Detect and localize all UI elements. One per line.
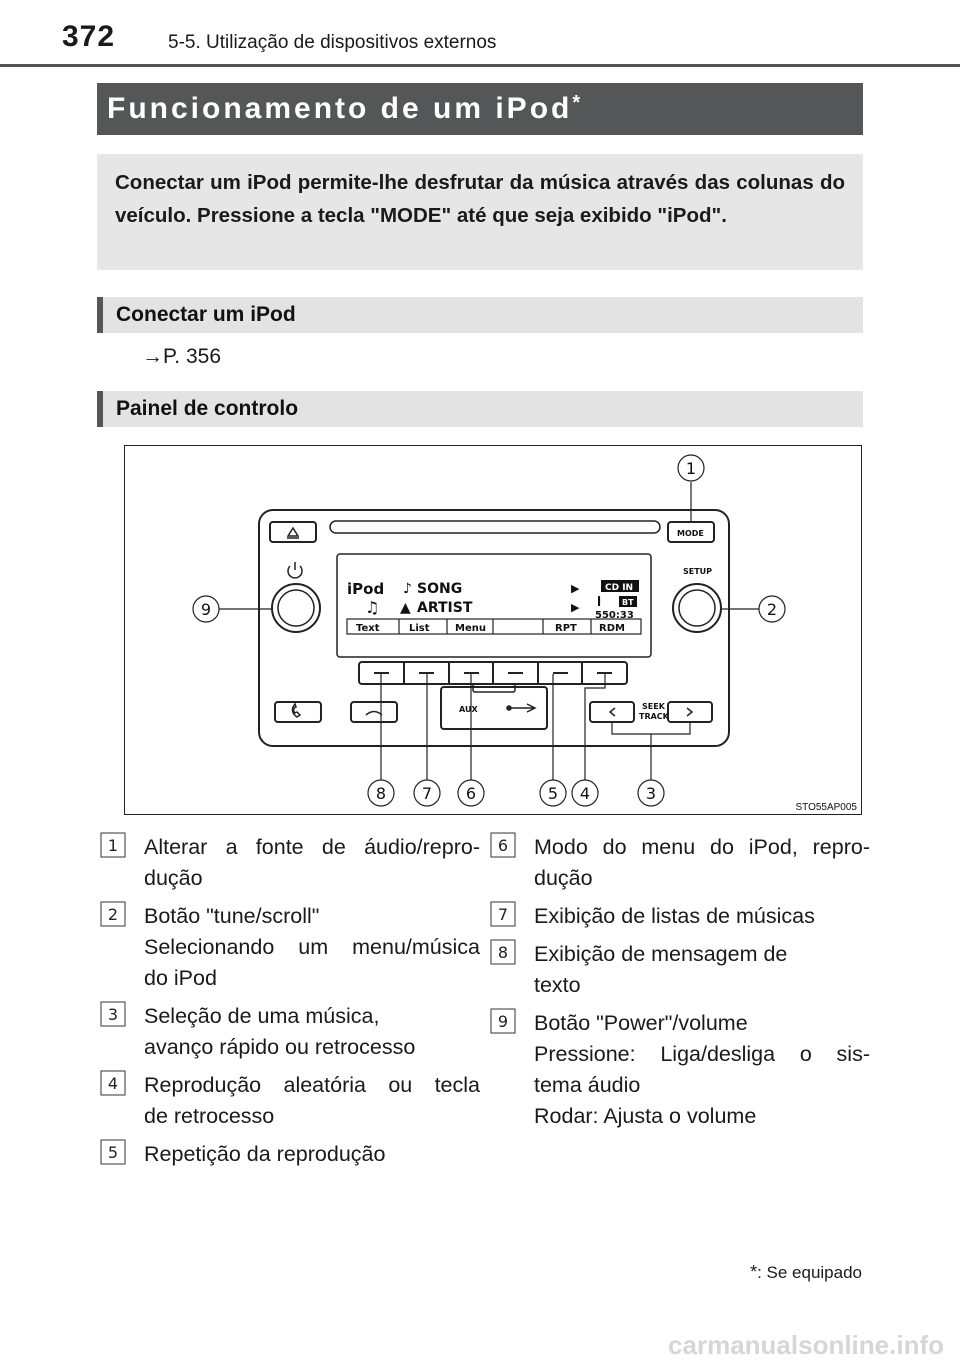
section-heading-connect-text: Conectar um iPod	[116, 303, 296, 326]
item-number-badge	[490, 1008, 516, 1034]
item-number: 2	[107, 905, 119, 924]
item-number-badge	[100, 1001, 126, 1027]
item-text-line: Repetição da reprodução	[144, 1142, 386, 1166]
list-item	[100, 901, 480, 994]
list-item	[490, 832, 870, 894]
list-item	[100, 1070, 480, 1132]
item-text-line: avanço rápido ou retrocesso	[144, 1035, 416, 1059]
display-bt: BT	[622, 598, 634, 607]
item-text-line: de retrocesso	[144, 1104, 275, 1128]
chevron-left-icon	[610, 708, 615, 716]
music-note-icon: ♫	[365, 598, 380, 617]
item-number-badge	[100, 901, 126, 927]
item-number: 3	[107, 1005, 119, 1024]
phone-pickup-icon	[293, 704, 301, 717]
display-song: SONG	[417, 581, 463, 597]
item-text-line: Seleção de uma música,	[144, 1004, 380, 1028]
display-tab-text: Text	[356, 623, 380, 634]
item-number: 7	[497, 905, 509, 924]
callout-8-label: 8	[375, 784, 387, 803]
item-number: 4	[107, 1074, 119, 1093]
title-banner	[97, 83, 863, 135]
item-text-line: Exibição de listas de músicas	[534, 904, 815, 928]
callout-1-label: 1	[685, 459, 697, 478]
callout-4-label: 4	[579, 784, 591, 803]
page-title	[107, 92, 580, 126]
item-number: 5	[107, 1143, 119, 1162]
item-text-line: Botão "Power"/volume	[534, 1011, 748, 1035]
item-text-line: dução	[144, 866, 203, 890]
item-number-badge	[100, 1139, 126, 1165]
section-heading-panel	[97, 391, 863, 427]
cd-slot	[330, 521, 660, 533]
tune-scroll-knob[interactable]	[673, 584, 721, 632]
control-panel-illustration	[125, 446, 863, 816]
svg-text:▶: ▶	[571, 601, 580, 614]
list-item	[100, 1001, 480, 1063]
item-number: 6	[497, 836, 509, 855]
section-heading-connect	[97, 297, 863, 333]
callout-5-label: 5	[547, 784, 559, 803]
display-artist: ARTIST	[417, 600, 473, 616]
list-item	[100, 1139, 480, 1170]
item-text-line: Rodar: Ajusta o volume	[534, 1104, 757, 1128]
svg-text:♪: ♪	[403, 581, 412, 597]
list-item	[490, 1008, 870, 1132]
footnote	[750, 1262, 862, 1283]
display-clock: 550:33	[595, 610, 634, 621]
seek-forward-button[interactable]	[668, 702, 712, 722]
section-heading-panel-text: Painel de controlo	[116, 397, 299, 420]
running-header: 5-5. Utilização de dispositivos externos	[168, 32, 497, 53]
aux-label: AUX	[459, 705, 478, 714]
item-text-line: Alterar a fonte de áudio/repro-	[144, 835, 480, 859]
signal-icon: ꟾ	[597, 596, 602, 609]
seek-label: SEEK	[642, 702, 665, 711]
display-cd-in: CD IN	[605, 583, 634, 593]
power-volume-knob[interactable]	[272, 584, 320, 632]
item-number: 1	[107, 836, 119, 855]
header-rule	[0, 64, 960, 67]
display-tab-menu: Menu	[455, 623, 486, 634]
track-label: TRACK	[639, 712, 669, 721]
item-text-line: dução	[534, 866, 593, 890]
page-reference-link[interactable]: →P. 356	[142, 345, 222, 368]
list-item	[100, 832, 480, 894]
item-number-badge	[490, 832, 516, 858]
intro-box	[97, 154, 863, 270]
list-item	[490, 939, 870, 1001]
callout-6-label: 6	[465, 784, 477, 803]
eject-button[interactable]	[270, 522, 316, 542]
setup-label: SETUP	[683, 567, 713, 576]
display-tab-rdm: RDM	[599, 623, 625, 634]
footnote-asterisk: *	[750, 1262, 758, 1282]
svg-text:▲: ▲	[400, 600, 411, 616]
callout-9-label: 9	[200, 600, 212, 619]
list-item	[490, 901, 870, 932]
eject-icon	[288, 528, 298, 536]
item-text-line: tema áudio	[534, 1073, 641, 1097]
display-source: iPod	[347, 580, 385, 598]
item-text-line: texto	[534, 973, 581, 997]
item-text-line: Selecionando um menu/música	[144, 935, 480, 959]
display-play-arrow-icon: ▶	[571, 582, 580, 595]
item-number-badge	[490, 939, 516, 965]
item-text-line: Botão "tune/scroll"	[144, 904, 320, 928]
page-number: 372	[62, 20, 116, 53]
item-text-line: Pressione: Liga/desliga o sis-	[534, 1042, 870, 1066]
watermark	[0, 1322, 960, 1362]
item-text-line: do iPod	[144, 966, 217, 990]
item-number: 9	[497, 1012, 509, 1031]
item-number-badge	[100, 1070, 126, 1096]
footnote-text: : Se equipado	[757, 1263, 862, 1282]
figure-code: STO55AP005	[795, 802, 857, 813]
display-frame	[337, 554, 651, 657]
phone-hangup-icon	[366, 712, 382, 716]
intro-text: Conectar um iPod permite-lhe desfrutar da música através das colunas do veículo. Pressione a tecla "MODE" até que seja exibido "iPod".	[115, 171, 845, 227]
display-tab-rpt: RPT	[555, 623, 577, 634]
mode-label: MODE	[677, 529, 704, 538]
item-text-line: Reprodução aleatória ou tecla	[144, 1073, 480, 1097]
items-list-right	[490, 832, 870, 1139]
callout-2-label: 2	[766, 600, 778, 619]
items-list-left	[100, 832, 480, 1177]
item-number-badge	[100, 832, 126, 858]
item-number-badge	[490, 901, 516, 927]
callout-7-label: 7	[421, 784, 433, 803]
seek-back-button[interactable]	[590, 702, 634, 722]
usb-icon	[508, 704, 535, 712]
item-text-line: Exibição de mensagem de	[534, 942, 788, 966]
page-title-text: Funcionamento de um iPod	[107, 92, 573, 125]
item-number: 8	[497, 943, 509, 962]
callout-3-label: 3	[645, 784, 657, 803]
display-tab-list: List	[409, 623, 430, 634]
control-panel-figure	[124, 445, 862, 815]
title-asterisk: *	[572, 92, 581, 114]
watermark-text: carmanualsonline.info	[668, 1330, 944, 1360]
item-text-line: Modo do menu do iPod, repro-	[534, 835, 870, 859]
chevron-right-icon	[687, 708, 692, 716]
